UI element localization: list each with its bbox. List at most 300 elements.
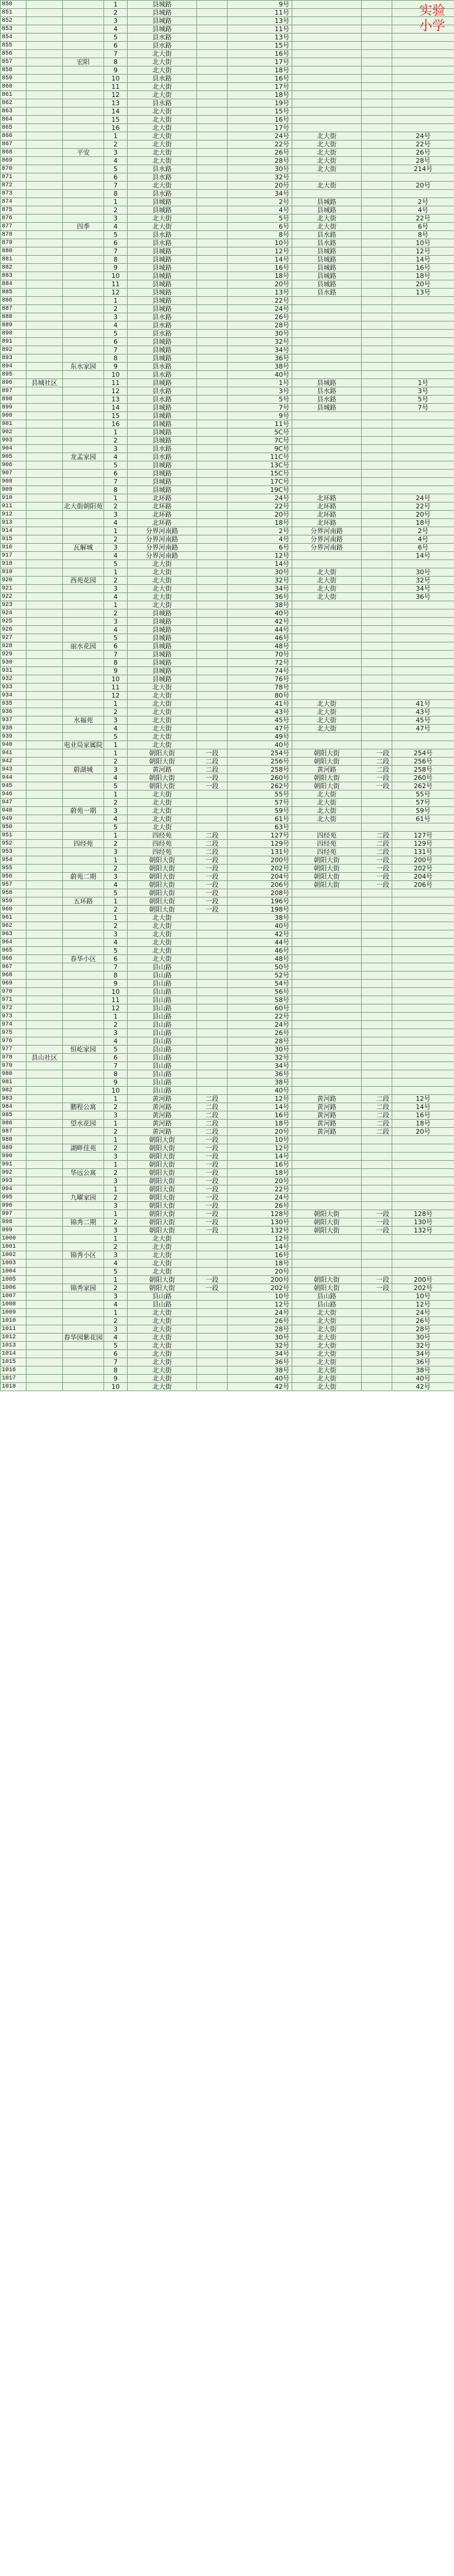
table-cell	[362, 58, 392, 66]
table-cell	[292, 338, 362, 346]
table-cell	[63, 659, 104, 667]
table-cell: 二段	[197, 1103, 228, 1111]
table-cell	[26, 66, 63, 75]
table-cell: 县城路	[128, 461, 197, 470]
table-cell	[26, 215, 63, 223]
table-cell: 42号	[228, 1383, 292, 1391]
table-cell	[197, 256, 228, 264]
table-cell	[63, 1111, 104, 1120]
table-cell: 1	[104, 568, 128, 577]
table-cell: 128号	[392, 1210, 454, 1218]
table-cell: 9	[104, 980, 128, 988]
table-cell	[26, 494, 63, 503]
table-cell: 北大街	[128, 1309, 197, 1317]
table-cell: 北大街	[128, 568, 197, 577]
table-cell: 1号	[228, 379, 292, 387]
table-cell: 北大街	[128, 560, 197, 568]
table-cell	[362, 716, 392, 725]
table-cell: 1	[104, 527, 128, 535]
table-cell: 北大街	[292, 215, 362, 223]
table-cell: 县城路	[128, 272, 197, 280]
table-cell	[63, 527, 104, 535]
table-cell: 北环路	[128, 511, 197, 519]
table-cell: 10号	[392, 1292, 454, 1301]
table-cell: 北大街	[128, 815, 197, 823]
table-cell: 2	[104, 906, 128, 914]
table-cell: 920	[1, 577, 26, 585]
table-row	[1, 231, 454, 239]
table-cell: 4	[104, 519, 128, 527]
table-cell	[362, 1292, 392, 1301]
table-cell: 朝阳大街	[292, 865, 362, 873]
table-cell: 198号	[228, 906, 292, 914]
table-cell	[26, 486, 63, 494]
table-cell: 北大街	[292, 585, 362, 593]
table-cell: 16	[104, 124, 128, 132]
table-cell	[63, 173, 104, 182]
table-cell	[392, 634, 454, 642]
table-cell	[392, 99, 454, 108]
table-cell	[63, 585, 104, 593]
table-cell	[26, 651, 63, 659]
table-row	[1, 354, 454, 363]
table-cell	[26, 634, 63, 642]
table-cell	[26, 1169, 63, 1177]
table-cell: 16号	[392, 1111, 454, 1120]
table-cell	[197, 659, 228, 667]
table-cell: 40号	[228, 371, 292, 379]
table-cell: 881	[1, 256, 26, 264]
table-cell: 一段	[197, 865, 228, 873]
table-cell: 北大街	[292, 815, 362, 823]
table-cell: 18号	[228, 66, 292, 75]
table-cell: 县城路	[292, 272, 362, 280]
table-cell: 湖畔佳苑	[63, 1144, 104, 1153]
table-cell	[362, 231, 392, 239]
table-cell	[26, 198, 63, 206]
table-cell: 1	[104, 1235, 128, 1243]
table-cell	[197, 239, 228, 247]
table-cell	[26, 906, 63, 914]
table-cell	[63, 1301, 104, 1309]
table-cell	[392, 313, 454, 321]
table-cell	[292, 626, 362, 634]
table-cell	[197, 1301, 228, 1309]
table-cell: 18号	[228, 519, 292, 527]
table-cell: 15号	[228, 42, 292, 50]
table-cell: 14号	[228, 1103, 292, 1111]
table-cell: 2号	[228, 198, 292, 206]
table-cell: 县水路	[292, 396, 362, 404]
table-cell: 县城路	[292, 379, 362, 387]
table-cell: 18号	[228, 1169, 292, 1177]
table-cell	[63, 700, 104, 708]
table-cell	[63, 511, 104, 519]
table-row	[1, 124, 454, 132]
table-cell: 一段	[197, 1276, 228, 1284]
table-cell: 127号	[392, 832, 454, 840]
table-cell	[197, 396, 228, 404]
table-cell	[26, 503, 63, 511]
table-cell: 851	[1, 9, 26, 17]
table-cell: 朝阳大街	[128, 749, 197, 758]
table-cell	[392, 972, 454, 980]
table-cell	[197, 922, 228, 930]
table-cell	[26, 1, 63, 9]
table-cell	[197, 618, 228, 626]
table-cell	[197, 642, 228, 651]
table-cell	[26, 741, 63, 749]
table-row	[1, 832, 454, 840]
table-cell: 8	[104, 659, 128, 667]
table-cell	[292, 552, 362, 560]
table-cell: 县山路	[128, 1301, 197, 1309]
table-cell	[197, 404, 228, 412]
table-cell	[197, 198, 228, 206]
table-cell: 朝阳大街	[128, 1144, 197, 1153]
table-cell	[197, 289, 228, 297]
table-cell: 北大街	[128, 930, 197, 939]
table-row	[1, 675, 454, 684]
table-cell: 10号	[228, 239, 292, 247]
table-cell	[392, 618, 454, 626]
table-cell: 14号	[392, 256, 454, 264]
table-cell	[392, 651, 454, 659]
table-cell: 一段	[197, 1136, 228, 1144]
table-cell: 县山路	[128, 1046, 197, 1054]
table-row	[1, 338, 454, 346]
table-cell: 县城路	[128, 379, 197, 387]
table-cell: 5号	[392, 396, 454, 404]
table-cell: 北大街	[128, 955, 197, 963]
table-cell: 3	[104, 1325, 128, 1334]
table-cell: 一段	[197, 1153, 228, 1161]
table-cell: 196号	[228, 897, 292, 906]
table-cell: 北大街	[128, 149, 197, 157]
table-cell	[292, 1087, 362, 1095]
table-cell: 北大街朝阳苑	[64, 502, 103, 510]
table-cell: 四经苑	[292, 840, 362, 848]
table-cell: 一段	[362, 1227, 392, 1235]
table-cell: 县山路	[128, 1054, 197, 1062]
table-cell: 22号	[228, 297, 292, 305]
table-cell: 132号	[228, 1227, 292, 1235]
table-row	[1, 182, 454, 190]
table-cell: 西苑花园	[63, 577, 104, 585]
table-cell	[63, 618, 104, 626]
table-cell	[26, 527, 63, 535]
table-cell	[63, 1292, 104, 1301]
table-cell	[197, 716, 228, 725]
table-cell: 4	[104, 1259, 128, 1268]
table-cell	[26, 116, 63, 124]
table-cell: 一段	[197, 889, 228, 897]
table-cell	[197, 799, 228, 807]
table-cell	[26, 832, 63, 840]
table-cell: 887	[1, 305, 26, 313]
table-cell: 北环路	[128, 494, 197, 503]
table-cell: 县山路	[128, 1021, 197, 1029]
table-cell: 852	[1, 17, 26, 25]
table-cell: 940	[1, 741, 26, 749]
table-cell: 2	[104, 1243, 128, 1251]
table-cell	[197, 996, 228, 1004]
table-cell: 2	[104, 206, 128, 215]
table-cell: 908	[1, 478, 26, 486]
table-cell: 县水路	[128, 445, 197, 453]
table-row	[1, 453, 454, 461]
table-cell: 北大街	[128, 1251, 197, 1259]
table-cell: 一段	[197, 774, 228, 782]
table-cell: 987	[1, 1128, 26, 1136]
table-cell: 北环路	[292, 494, 362, 503]
table-cell	[362, 955, 392, 963]
table-cell: 5	[104, 947, 128, 955]
table-row	[1, 34, 454, 42]
table-cell: 70号	[228, 651, 292, 659]
table-cell: 北大街	[292, 1375, 362, 1383]
table-cell	[362, 182, 392, 190]
table-cell: 5	[104, 1046, 128, 1054]
table-cell: 22号	[392, 140, 454, 149]
table-cell	[292, 1070, 362, 1078]
table-cell	[292, 445, 362, 453]
table-row	[1, 470, 454, 478]
table-cell: 二段	[197, 758, 228, 766]
table-cell: 1013	[1, 1342, 26, 1350]
table-cell	[63, 1309, 104, 1317]
table-cell: 879	[1, 239, 26, 247]
table-cell: 6	[104, 338, 128, 346]
table-row	[1, 132, 454, 140]
table-cell: 55号	[392, 790, 454, 799]
table-cell: 北大街	[292, 165, 362, 173]
table-cell	[362, 963, 392, 972]
table-cell: 61号	[392, 815, 454, 823]
table-cell	[362, 1202, 392, 1210]
table-cell	[362, 338, 392, 346]
table-cell	[26, 996, 63, 1004]
table-cell: 朝阳大街	[128, 856, 197, 865]
table-cell: 853	[1, 25, 26, 34]
table-cell	[197, 173, 228, 182]
table-cell	[362, 1185, 392, 1194]
table-cell: 16号	[228, 1161, 292, 1169]
table-cell: 30号	[392, 1334, 454, 1342]
table-row	[1, 1062, 454, 1070]
table-cell: 县城路	[128, 420, 197, 428]
table-cell	[362, 914, 392, 922]
table-cell	[63, 1128, 104, 1136]
table-cell: 7	[104, 50, 128, 58]
table-cell: 2	[104, 1021, 128, 1029]
table-cell: 县山路	[128, 988, 197, 996]
table-cell: 939	[1, 733, 26, 741]
table-cell	[26, 297, 63, 305]
table-cell: 38号	[228, 1366, 292, 1375]
table-cell	[197, 91, 228, 99]
table-cell: 2	[104, 1128, 128, 1136]
table-cell	[26, 758, 63, 766]
table-cell	[26, 1268, 63, 1276]
table-cell	[292, 1169, 362, 1177]
table-cell: 56号	[228, 988, 292, 996]
table-cell	[197, 321, 228, 330]
table-cell	[362, 684, 392, 692]
table-cell	[392, 1021, 454, 1029]
table-cell: 929	[1, 651, 26, 659]
table-cell: 3	[104, 17, 128, 25]
table-cell: 893	[1, 354, 26, 363]
table-cell	[362, 527, 392, 535]
table-cell	[197, 1070, 228, 1078]
table-cell: 26号	[228, 1202, 292, 1210]
table-cell: 80号	[228, 692, 292, 700]
table-cell	[63, 1177, 104, 1185]
table-cell	[292, 601, 362, 609]
table-cell	[392, 363, 454, 371]
table-row	[1, 445, 454, 453]
table-cell	[197, 675, 228, 684]
table-cell: 4	[104, 725, 128, 733]
table-cell: 12号	[392, 247, 454, 256]
table-cell: 北大街	[128, 733, 197, 741]
table-cell: 859	[1, 75, 26, 83]
table-cell: 一段	[197, 1218, 228, 1227]
table-cell: 12号	[228, 1235, 292, 1243]
table-row	[1, 692, 454, 700]
table-cell	[362, 1136, 392, 1144]
table-cell	[197, 651, 228, 659]
table-cell: 36号	[228, 1070, 292, 1078]
table-cell: 885	[1, 289, 26, 297]
table-cell: 49号	[228, 733, 292, 741]
table-cell	[63, 980, 104, 988]
table-cell: 北环路	[128, 503, 197, 511]
table-cell	[26, 173, 63, 182]
table-cell: 1	[104, 1013, 128, 1021]
table-cell: 水福苑	[63, 716, 104, 725]
table-cell	[292, 914, 362, 922]
table-cell: 861	[1, 91, 26, 99]
table-cell: 130号	[228, 1218, 292, 1227]
table-cell: 925	[1, 618, 26, 626]
table-cell: 1	[104, 198, 128, 206]
table-cell	[197, 149, 228, 157]
table-cell: 2	[104, 1317, 128, 1325]
table-cell	[26, 42, 63, 50]
table-cell: 县城路	[128, 198, 197, 206]
table-cell: 县城路	[128, 634, 197, 642]
table-cell: 2	[104, 305, 128, 313]
table-cell: 二段	[362, 848, 392, 856]
table-cell: 北大街	[292, 1309, 362, 1317]
table-cell	[26, 182, 63, 190]
table-cell	[292, 437, 362, 445]
table-cell: 朝阳大街	[128, 1202, 197, 1210]
table-cell: 朝阳大街	[128, 1227, 197, 1235]
table-cell	[63, 651, 104, 659]
table-row	[1, 198, 454, 206]
table-cell: 874	[1, 198, 26, 206]
table-cell: 980	[1, 1070, 26, 1078]
table-row	[1, 577, 454, 585]
table-cell	[362, 552, 392, 560]
table-cell: 县山路	[128, 1078, 197, 1087]
table-cell	[197, 914, 228, 922]
table-cell: 北环路	[292, 511, 362, 519]
table-cell	[26, 609, 63, 618]
table-row	[1, 223, 454, 231]
table-cell	[63, 140, 104, 149]
table-cell: 916	[1, 544, 26, 552]
table-cell: 5号	[228, 215, 292, 223]
table-cell	[392, 659, 454, 667]
table-cell	[292, 91, 362, 99]
table-cell: 28号	[228, 321, 292, 330]
table-cell	[362, 363, 392, 371]
table-cell	[392, 930, 454, 939]
table-cell: 20号	[392, 1128, 454, 1136]
table-cell	[392, 305, 454, 313]
table-cell: 9号	[228, 412, 292, 420]
table-cell: 4	[104, 939, 128, 947]
table-cell: 6	[104, 42, 128, 50]
table-cell	[362, 560, 392, 568]
table-row	[1, 996, 454, 1004]
table-row	[1, 1013, 454, 1021]
table-row	[1, 758, 454, 766]
table-cell: 16号	[228, 75, 292, 83]
table-cell: 8号	[228, 231, 292, 239]
table-cell	[197, 930, 228, 939]
table-cell: 26号	[228, 149, 292, 157]
table-cell: 1003	[1, 1259, 26, 1268]
table-cell	[197, 420, 228, 428]
table-row	[1, 708, 454, 716]
table-cell	[197, 66, 228, 75]
table-cell	[362, 1383, 392, 1391]
table-cell	[63, 313, 104, 321]
table-row	[1, 17, 454, 25]
table-cell	[362, 445, 392, 453]
table-cell: 200号	[392, 1276, 454, 1284]
table-cell	[26, 807, 63, 815]
table-row	[1, 939, 454, 947]
table-cell: 895	[1, 371, 26, 379]
table-cell: 935	[1, 700, 26, 708]
table-cell: 1012	[1, 1334, 26, 1342]
table-cell: 3	[104, 1251, 128, 1259]
table-cell	[392, 1062, 454, 1070]
table-cell	[197, 725, 228, 733]
table-cell	[63, 947, 104, 955]
table-cell: 黄河路	[128, 1111, 197, 1120]
table-cell: 3	[104, 585, 128, 593]
table-cell: 12	[104, 289, 128, 297]
table-cell: 59号	[392, 807, 454, 815]
table-cell	[197, 116, 228, 124]
table-row	[1, 1358, 454, 1366]
table-cell: 北大街	[128, 223, 197, 231]
table-cell: 45号	[228, 716, 292, 725]
table-cell	[26, 17, 63, 25]
table-cell	[63, 25, 104, 34]
table-row	[1, 1078, 454, 1087]
table-cell: 873	[1, 190, 26, 198]
table-row	[1, 1185, 454, 1194]
table-cell	[197, 34, 228, 42]
